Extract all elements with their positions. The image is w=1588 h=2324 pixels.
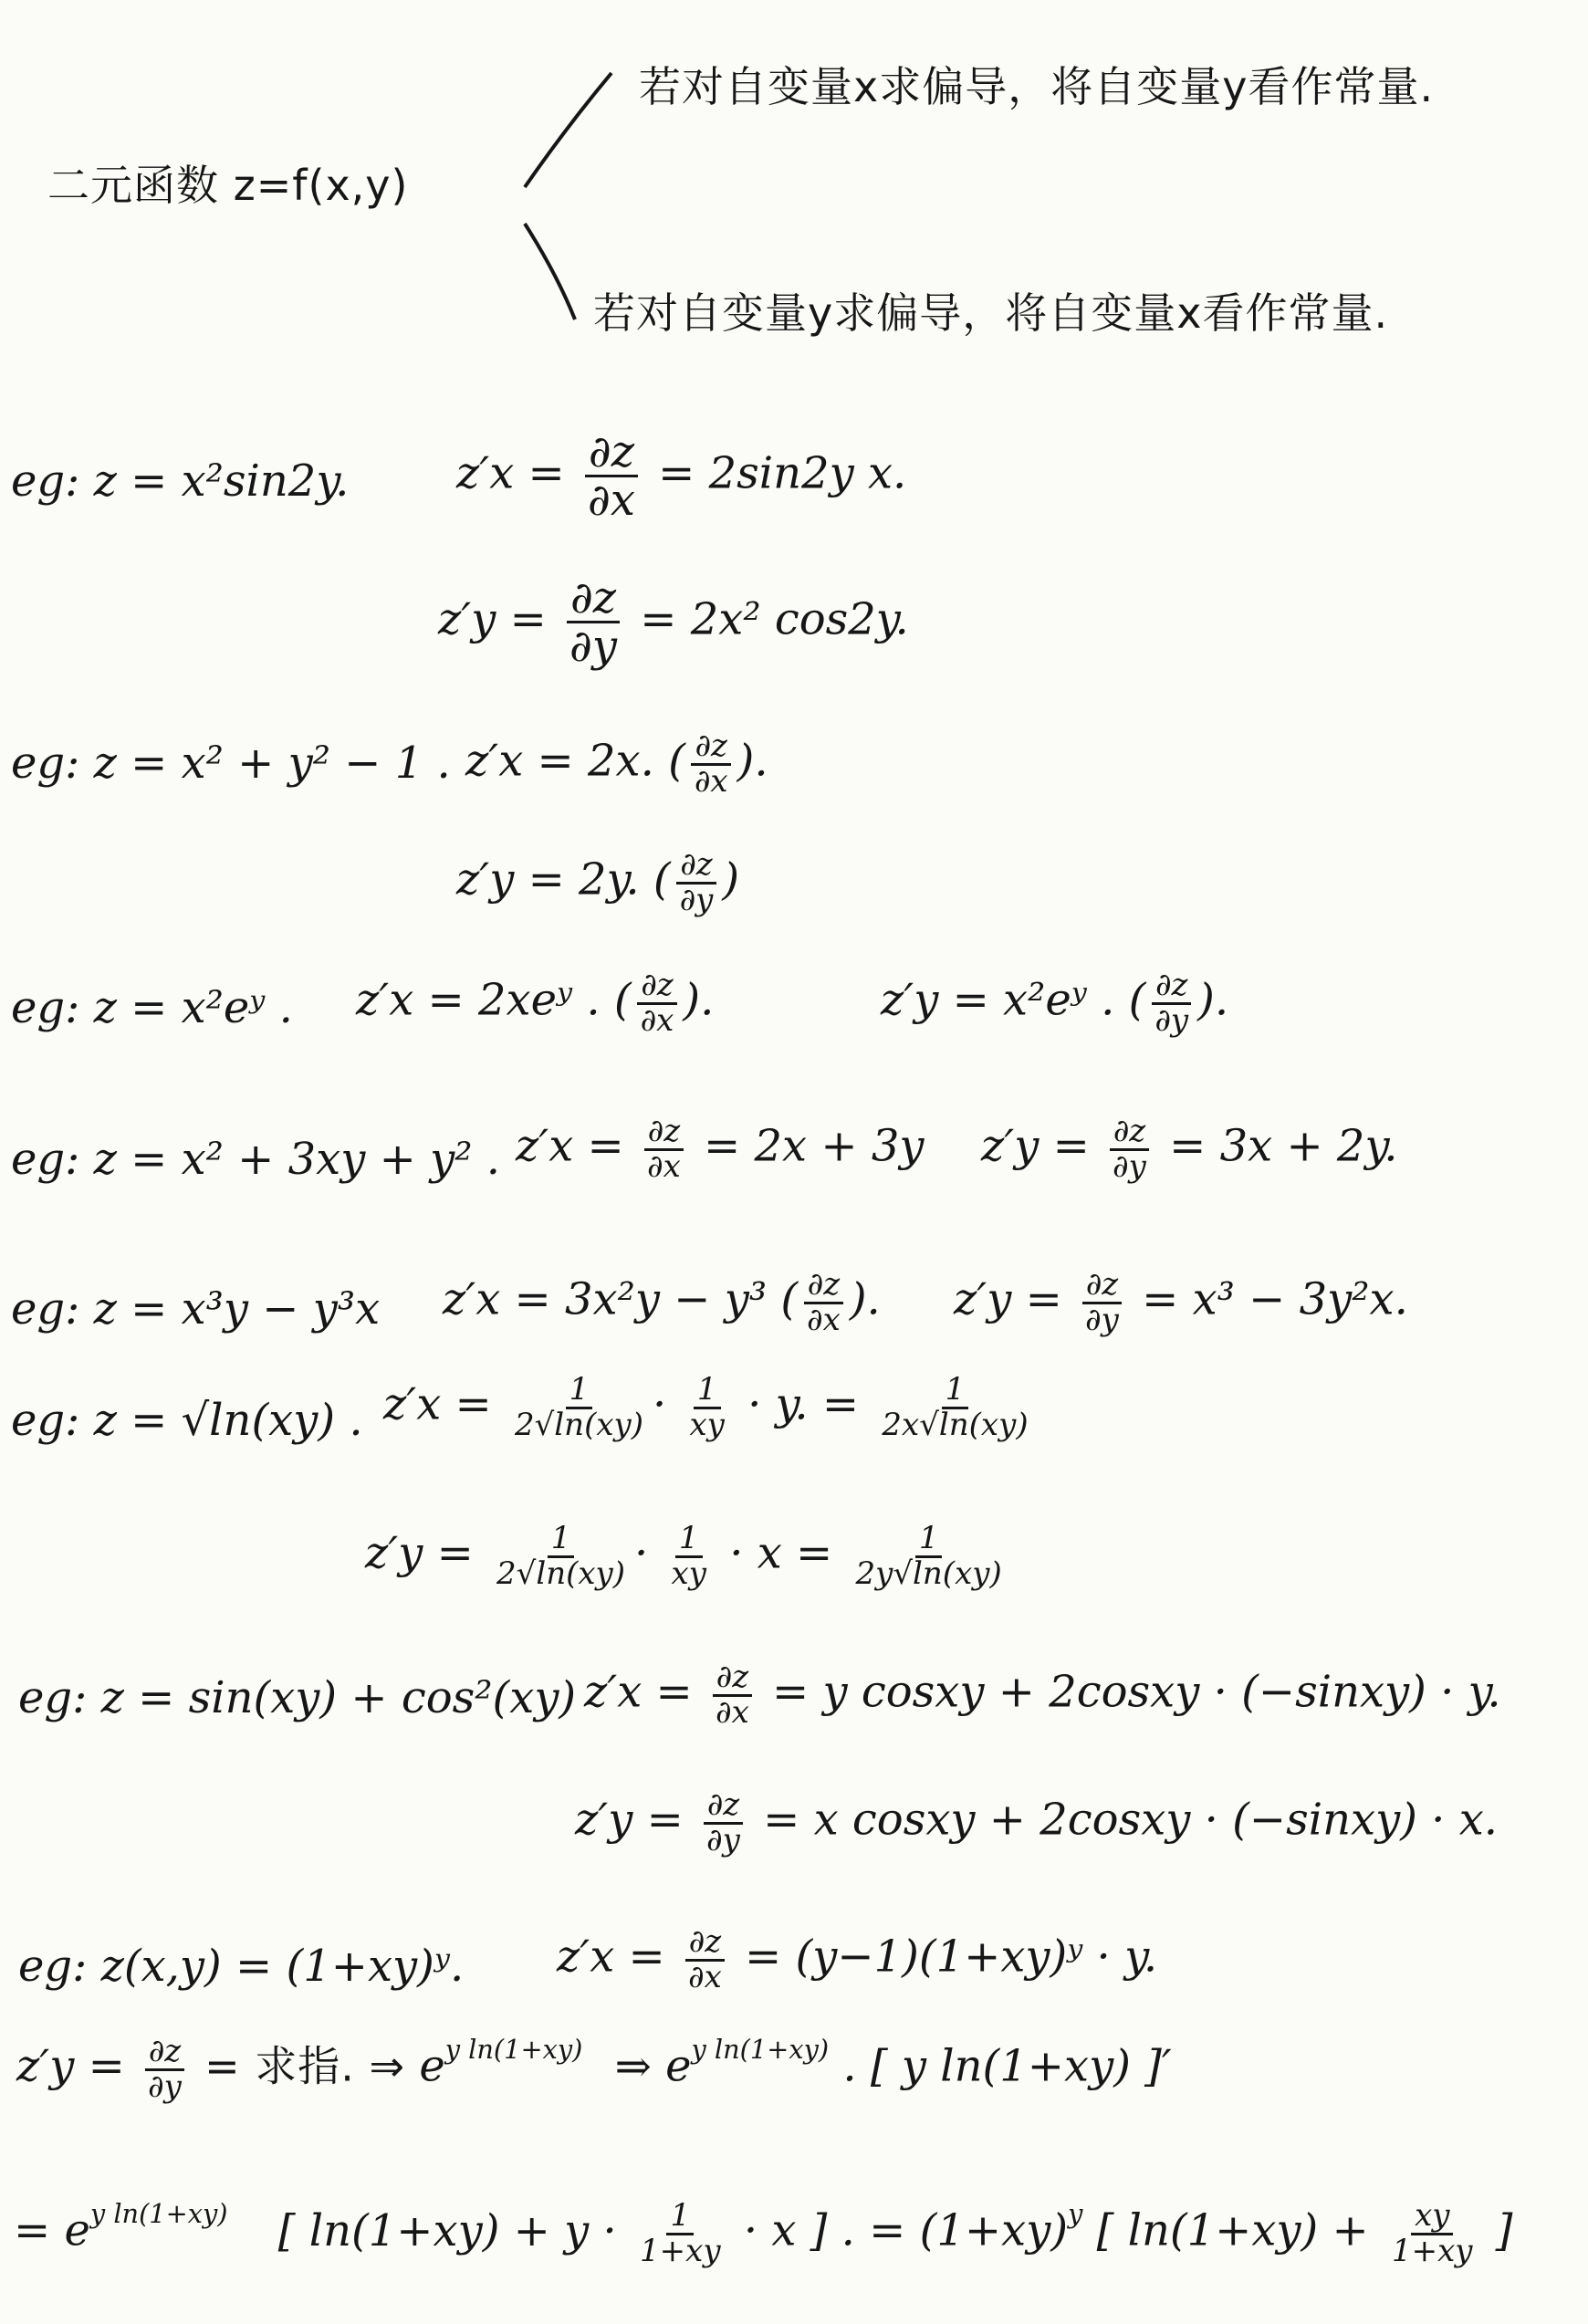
frac-num: ∂z bbox=[637, 969, 677, 1005]
example-8-exp-power-2: y ln(1+xy) bbox=[691, 2034, 830, 2066]
example-8-zy-method: = 求指. ⇒ bbox=[204, 2041, 406, 2091]
example-3-zy-label: z′y = x²eʸ . bbox=[881, 974, 1115, 1026]
frac-den: ∂y bbox=[569, 621, 617, 673]
example-3-zx-label: z′x = 2xeʸ . bbox=[356, 974, 601, 1026]
example-6-zy-fraction-1 bbox=[493, 1520, 629, 1592]
example-7-zy-result: = x cosxy + 2cosxy · (−sinxy) · x. bbox=[763, 1794, 1499, 1846]
example-8-zy-label: z′y = bbox=[16, 2040, 125, 2092]
example-6-function: eg: z = √ln(xy) . bbox=[11, 1395, 363, 1446]
frac-den: 2y√ln(xy) bbox=[855, 1555, 1002, 1592]
frac-num: ∂z bbox=[1110, 1115, 1150, 1151]
example-6-zx-fraction-2 bbox=[686, 1371, 728, 1443]
example-6-partial-x: z′x = $\frac{1}{2√\ln(xy)}$ · $\frac{1}{xy}$ · y. = $\frac{1}{2x√\ln(xy)}$ bbox=[383, 1374, 1038, 1441]
frac-den: xy bbox=[689, 1406, 725, 1443]
example-3-function: eg: z = x²eʸ . bbox=[11, 982, 293, 1033]
example-4-zx-fraction bbox=[643, 1115, 684, 1183]
example-4-zy-result: = 3x + 2y. bbox=[1169, 1120, 1398, 1172]
frac-den: ∂x bbox=[588, 475, 635, 527]
frac-den: 2√ln(xy) bbox=[496, 1555, 626, 1592]
example-8-final-close-pre: [ ln(1+xy) + bbox=[1096, 2204, 1369, 2256]
example-8-exp-base-2: e bbox=[665, 2040, 692, 2092]
example-7-partial-x bbox=[584, 1661, 1501, 1729]
frac-num: 1 bbox=[694, 1374, 721, 1409]
example-8-chain-derivative: . [ y ln(1+xy) ]′ bbox=[842, 2040, 1172, 2092]
frac-num: ∂z bbox=[567, 575, 620, 623]
example-3-zy-fraction bbox=[1151, 969, 1192, 1037]
frac-den: ∂x bbox=[647, 1147, 681, 1185]
example-1-function: eg: z = x²sin2y. bbox=[11, 455, 350, 507]
frac-num: ∂z bbox=[676, 849, 716, 885]
example-8-exp-base-1: e bbox=[419, 2040, 445, 2092]
example-1-zx-label: z′x = bbox=[456, 447, 565, 499]
frac-den: ∂y bbox=[1154, 1001, 1189, 1039]
function-definition: 二元函数 z=f(x,y) bbox=[47, 161, 409, 210]
example-8-final-after: · x ] . = bbox=[743, 2204, 906, 2256]
frac-num: 1 bbox=[942, 1374, 969, 1409]
example-7-zx-result: = y cosxy + 2cosxy · (−sinxy) · y. bbox=[772, 1666, 1501, 1718]
frac-num: ∂z bbox=[685, 1926, 726, 1962]
example-8-exp-power-1: y ln(1+xy) bbox=[444, 2034, 583, 2066]
frac-den: ∂y bbox=[679, 881, 714, 918]
frac-num: ∂z bbox=[145, 2036, 185, 2071]
frac-num: ∂z bbox=[804, 1269, 844, 1304]
example-3-partial-x: z′x = 2xeʸ . ( $\frac{\partial z}{\partial x}$ ). bbox=[356, 967, 715, 1039]
example-1-partial-y bbox=[438, 572, 909, 673]
frac-den: ∂x bbox=[640, 1001, 674, 1039]
example-8-final-close-fraction bbox=[1388, 2197, 1477, 2269]
frac-den: 2x√ln(xy) bbox=[882, 1406, 1029, 1443]
frac-den: ∂y bbox=[1085, 1301, 1119, 1338]
frac-num: 1 bbox=[675, 1523, 703, 1558]
example-6-zx-label: z′x = bbox=[383, 1378, 492, 1430]
example-6-zx-middle: · y. = bbox=[747, 1378, 860, 1430]
example-7-function: eg: z = sin(xy) + cos²(xy) bbox=[18, 1672, 577, 1723]
example-5-zy-result: = x³ − 3y²x. bbox=[1142, 1273, 1408, 1325]
example-1-partial-x bbox=[456, 426, 907, 527]
example-6-zx-result bbox=[878, 1371, 1031, 1443]
frac-num: 1 bbox=[666, 2200, 694, 2235]
frac-num: ∂z bbox=[713, 1661, 753, 1697]
frac-den: ∂y bbox=[148, 2068, 182, 2105]
example-2-function: eg: z = x² + y² − 1 . bbox=[11, 738, 451, 789]
example-4-zx-label: z′x = bbox=[516, 1120, 624, 1172]
example-6-zy-fraction-2 bbox=[668, 1520, 710, 1592]
frac-num: ∂z bbox=[1152, 969, 1192, 1005]
frac-den: xy bbox=[671, 1555, 706, 1592]
example-5-partial-x: z′x = 3x²y − y³ ( $\frac{\partial z}{\partial x}$ ). bbox=[443, 1266, 881, 1338]
example-6-zy-middle: · x = bbox=[729, 1527, 833, 1579]
example-5-zx-fraction bbox=[803, 1266, 844, 1338]
example-2-partial-y: z′y = 2y. ( $\frac{\partial z}{\partial y}$ ) bbox=[456, 846, 740, 918]
frac-den: 1+xy bbox=[640, 2232, 721, 2269]
frac-den: 2√ln(xy) bbox=[515, 1406, 643, 1443]
frac-den: ∂y bbox=[1113, 1147, 1146, 1185]
frac-num: ∂z bbox=[1082, 1269, 1123, 1304]
example-2-zy-fraction bbox=[676, 846, 717, 918]
example-7-zx-label: z′x = bbox=[584, 1666, 693, 1718]
example-6-zx-fraction-1 bbox=[511, 1371, 647, 1443]
frac-den: ∂x bbox=[807, 1301, 841, 1338]
example-4-partial-y bbox=[981, 1115, 1397, 1183]
example-7-zx-fraction bbox=[712, 1661, 753, 1729]
frac-den: ∂x bbox=[694, 762, 728, 800]
example-3-partial-y: z′y = x²eʸ . ( $\frac{\partial z}{\partial y}$ ). bbox=[881, 967, 1229, 1039]
example-4-partial-x bbox=[516, 1115, 925, 1183]
example-7-partial-y bbox=[575, 1786, 1499, 1858]
example-4-function: eg: z = x² + 3xy + y² . bbox=[11, 1134, 500, 1185]
example-1-zx-result: = 2sin2y x. bbox=[658, 447, 907, 499]
branch-partial-y: 若对自变量y求偏导，将自变量x看作常量. bbox=[593, 288, 1389, 338]
frac-den: ∂x bbox=[716, 1693, 749, 1731]
example-8-final-base-exp: y bbox=[1068, 2198, 1083, 2230]
example-8-partial-x bbox=[557, 1923, 1158, 1995]
example-1-zy-label: z′y = bbox=[438, 593, 547, 645]
example-5-partial-y bbox=[954, 1266, 1408, 1338]
frac-den: ∂x bbox=[688, 1958, 722, 1995]
example-5-zy-label: z′y = bbox=[954, 1273, 1062, 1325]
example-8-zx-result: = (y−1)(1+xy)ʸ · y. bbox=[745, 1931, 1158, 1983]
example-4-zx-result: = 2x + 3y bbox=[704, 1120, 925, 1172]
example-2-zx-fraction bbox=[691, 730, 732, 798]
frac-num: 1 bbox=[915, 1523, 943, 1558]
example-8-partial-y bbox=[16, 2033, 1172, 2105]
example-6-zy-label: z′y = bbox=[365, 1527, 474, 1579]
frac-num: 1 bbox=[566, 1374, 593, 1409]
example-8-arrow: ⇒ bbox=[614, 2040, 652, 2092]
frac-num: ∂z bbox=[691, 730, 731, 766]
example-8-final-exp: y ln(1+xy) bbox=[89, 2198, 228, 2230]
example-2-zx-label: z′x = 2x. bbox=[465, 735, 654, 787]
example-6-zy-result bbox=[852, 1520, 1006, 1592]
example-1-zx-fraction bbox=[584, 426, 639, 527]
example-8-zx-label: z′x = bbox=[557, 1931, 665, 1983]
frac-den: 1+xy bbox=[1392, 2232, 1473, 2269]
example-3-zx-fraction bbox=[637, 969, 678, 1037]
example-4-zy-fraction bbox=[1109, 1115, 1150, 1183]
example-5-function: eg: z = x³y − y³x bbox=[11, 1283, 381, 1335]
example-7-zy-label: z′y = bbox=[575, 1794, 684, 1846]
frac-num: ∂z bbox=[585, 429, 638, 477]
example-8-zx-fraction bbox=[684, 1923, 726, 1995]
example-8-final-e: = e bbox=[14, 2204, 90, 2256]
frac-num: 1 bbox=[548, 1523, 575, 1558]
frac-den: ∂y bbox=[706, 1821, 740, 1858]
example-1-zy-fraction bbox=[566, 572, 621, 673]
example-2-partial-x: z′x = 2x. ( $\frac{\partial z}{\partial x}$ ). bbox=[465, 728, 768, 800]
frac-num: ∂z bbox=[704, 1789, 744, 1825]
example-2-zy-label: z′y = 2y. bbox=[456, 853, 640, 906]
example-8-final-base: (1+xy) bbox=[919, 2204, 1069, 2256]
example-5-zy-fraction bbox=[1081, 1266, 1123, 1338]
example-8-function: eg: z(x,y) = (1+xy)ʸ. bbox=[18, 1941, 465, 1992]
example-8-final-close-post: ] bbox=[1495, 2204, 1513, 2256]
example-8-final-fraction bbox=[636, 2197, 725, 2269]
example-8-final-bracket: [ ln(1+xy) + y · bbox=[277, 2204, 617, 2256]
example-4-zy-label: z′y = bbox=[981, 1120, 1090, 1172]
branch-partial-x: 若对自变量x求偏导，将自变量y看作常量. bbox=[639, 62, 1435, 111]
example-5-zx-label: z′x = 3x²y − y³ bbox=[443, 1273, 768, 1325]
frac-num: ∂z bbox=[644, 1115, 684, 1151]
example-6-partial-y: z′y = $\frac{1}{2√\ln(xy)}$ · $\frac{1}{xy}$ · x = $\frac{1}{2y√\ln(xy)}$ bbox=[365, 1523, 1011, 1590]
frac-num: xy bbox=[1411, 2200, 1453, 2235]
example-8-final-line bbox=[14, 2197, 1513, 2269]
example-1-zy-result: = 2x² cos2y. bbox=[640, 593, 909, 645]
example-8-zy-fraction bbox=[144, 2033, 185, 2105]
example-7-zy-fraction bbox=[703, 1786, 744, 1858]
